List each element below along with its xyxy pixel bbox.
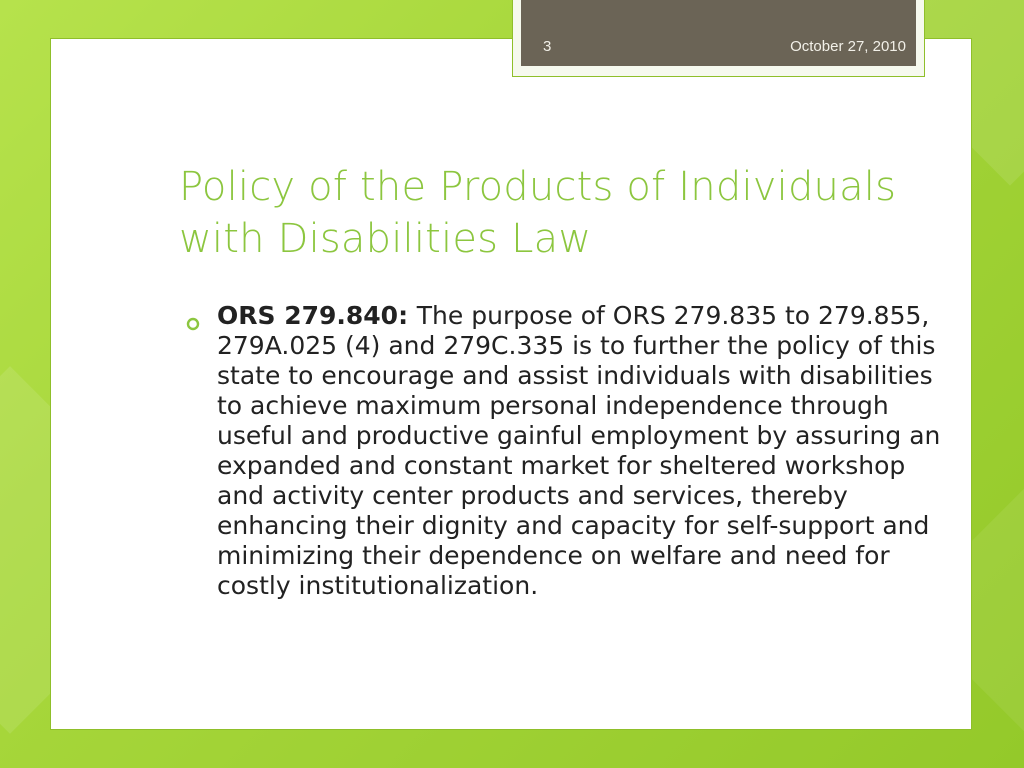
- slide-date: October 27, 2010: [790, 38, 906, 55]
- bullet-item: [186, 301, 946, 601]
- circle-bullet-icon: [186, 308, 200, 322]
- bullet-list: [186, 301, 946, 601]
- bullet-text: The purpose of ORS 279.835 to 279.855, 279A.025 (4) and 279C.335 is to further the policy of this state to encourage and assist individuals with disabilities to achieve maximum personal independence through useful and productive gainful employment by assuring an expanded and constant market for sheltered workshop and activity center products and services, thereby enhancing their dignity and capacity for self-support and minimizing their dependence on welfare and need for costly institutionalization.: [217, 301, 941, 600]
- header-bar: [521, 0, 916, 66]
- slide-card: [50, 38, 972, 730]
- header-tab: [512, 0, 925, 77]
- slide-number: 3: [543, 38, 552, 55]
- statute-reference: ORS 279.840:: [217, 301, 417, 330]
- slide-title: Policy of the Products of Individuals with Disabilities Law: [179, 164, 897, 262]
